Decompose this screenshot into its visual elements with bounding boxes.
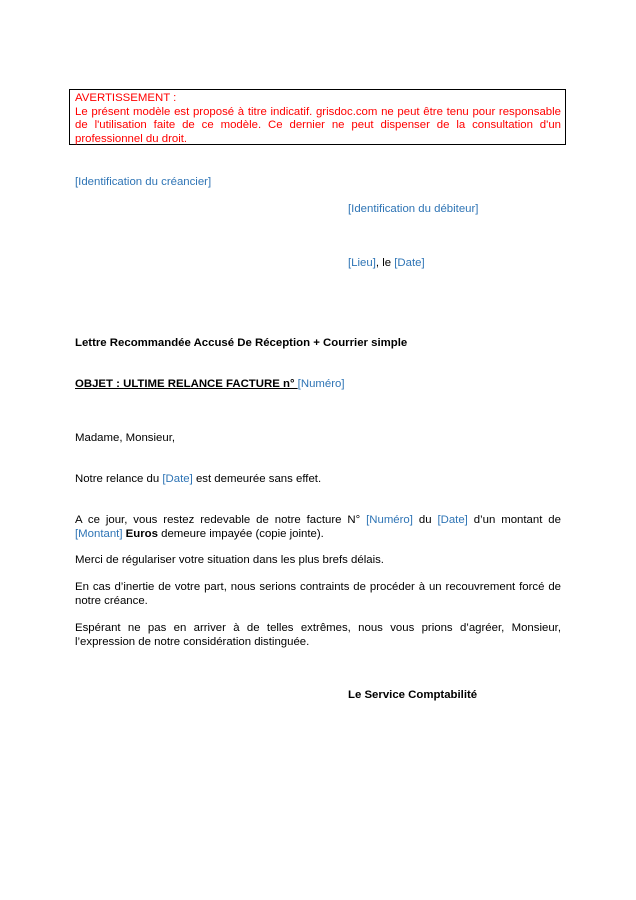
paragraph-settle: Merci de régulariser votre situation dans les plus brefs délais. (75, 554, 384, 566)
amount-text-c: d’un montant de (467, 514, 565, 526)
delivery-mode: Lettre Recommandée Accusé De Réception + Courrier simple (75, 337, 408, 349)
paragraph-reminder-text-b: est demeurée sans effet. (192, 473, 322, 485)
salutation: Madame, Monsieur, (75, 432, 176, 444)
place-date-separator: , le (375, 257, 395, 269)
amount-text-e: demeure impayée (copie jointe). (157, 528, 324, 540)
reminder-date-placeholder: [Date] (162, 473, 193, 485)
signature: Le Service Comptabilité (348, 689, 478, 701)
amount-placeholder: [Montant] (75, 528, 123, 540)
paragraph-reminder-text-a: Notre relance du (75, 473, 163, 485)
paragraph-amount-due (75, 513, 565, 541)
subject-line (75, 377, 345, 391)
warning-text: Le présent modèle est proposé à titre indicatif. grisdoc.com ne peut être tenu pour responsable de l'utilisation faite de ce modèle. Ce dernier ne peut dispenser de la consultation d'un professionnel du droit. (75, 105, 561, 145)
invoice-number-placeholder-2: [Numéro] (366, 514, 413, 526)
euros-label: Euros (125, 528, 158, 540)
invoice-date-placeholder: [Date] (437, 514, 468, 526)
amount-text-b: du (412, 514, 438, 526)
paragraph-reminder (75, 472, 321, 486)
paragraph-collection: En cas d’inertie de votre part, nous serions contraints de procéder à un recouvrement forcé de notre créance. (75, 581, 561, 607)
debtor-identification: [Identification du débiteur] (348, 203, 479, 215)
creditor-identification: [Identification du créancier] (75, 176, 212, 188)
date-placeholder: [Date] (394, 257, 425, 269)
warning-box (69, 89, 566, 145)
place-date-line (348, 256, 425, 270)
place-placeholder: [Lieu] (348, 257, 376, 269)
warning-title: AVERTISSEMENT : (75, 92, 177, 104)
invoice-number-placeholder: [Numéro] (297, 378, 345, 390)
paragraph-closing: Espérant ne pas en arriver à de telles extrêmes, nous vous prions d’agréer, Monsieur, l’expression de notre considération distinguée. (75, 622, 561, 648)
subject-label: OBJET : ULTIME RELANCE FACTURE n° (75, 378, 298, 390)
amount-text-a: A ce jour, vous restez redevable de notre facture N° (75, 514, 367, 526)
